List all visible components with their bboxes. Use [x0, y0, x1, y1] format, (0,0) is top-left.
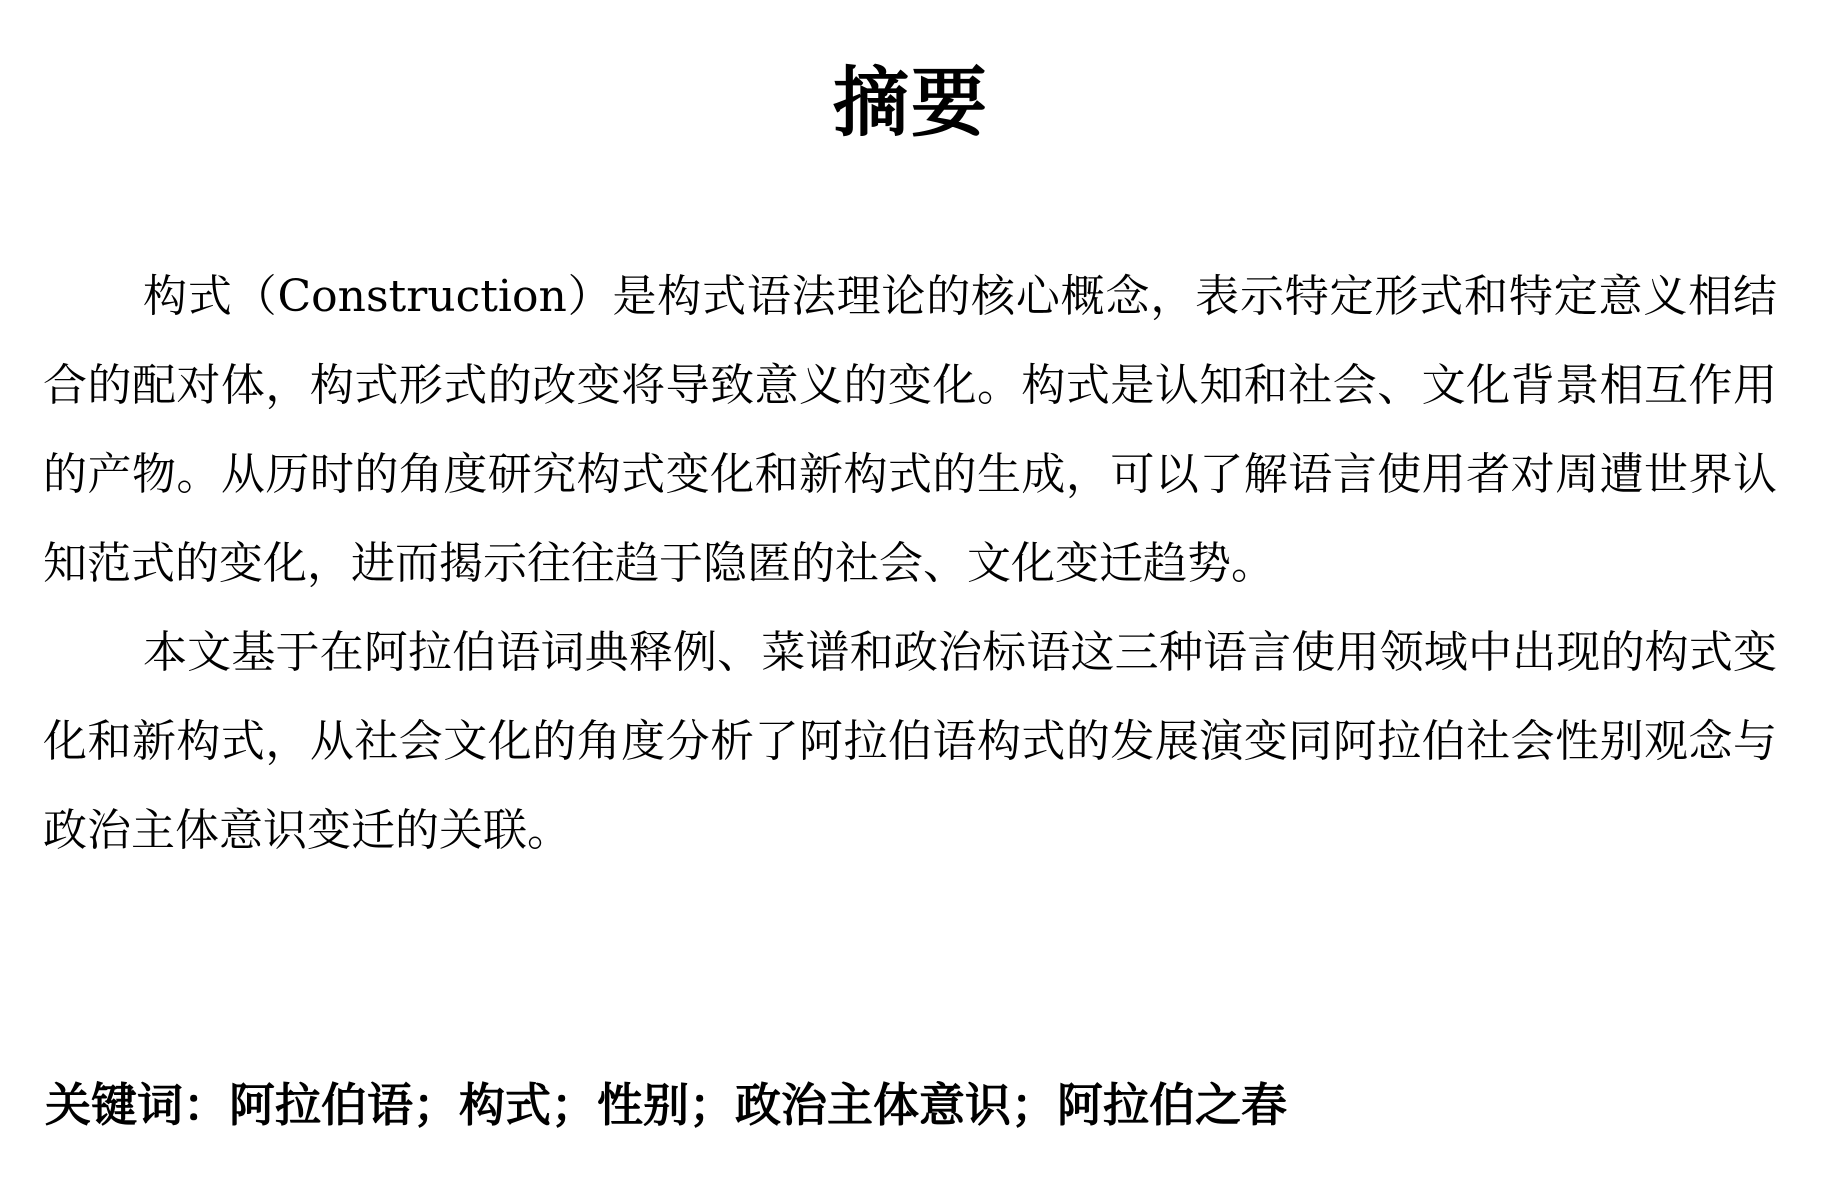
abstract-paragraph-2: 本文基于在阿拉伯语词典释例、菜谱和政治标语这三种语言使用领域中出现的构式变化和新构式，从社会文化的角度分析了阿拉伯语构式的发展演变同阿拉伯社会性别观念与政治主体意识变迁的关联。 — [43, 627, 1777, 856]
keywords-line: 关键词：阿拉伯语；构式；性别；政治主体意识；阿拉伯之春 — [45, 1078, 1287, 1132]
abstract-paragraph-1: 构式（Construction）是构式语法理论的核心概念，表示特定形式和特定意义相结合的配对体，构式形式的改变将导致意义的变化。构式是认知和社会、文化背景相互作用的产物。从历时的角度研究构式变化和新构式的生成，可以了解语言使用者对周遭世界认知范式的变化，进而揭示往往趋于隐匿的社会、文化变迁趋势。 — [43, 271, 1777, 589]
abstract-title: 摘要 — [833, 58, 989, 147]
abstract-body — [43, 252, 1777, 875]
